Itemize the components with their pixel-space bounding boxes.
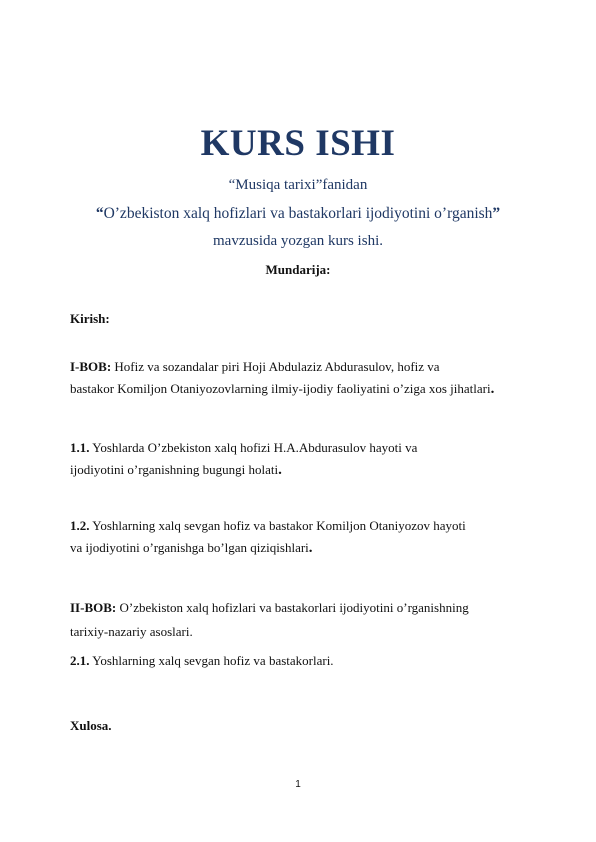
page-number: 1 — [295, 779, 301, 790]
toc-chapter-1-period: . — [490, 381, 495, 397]
toc-chapter-1-label: I-BOB: — [70, 359, 112, 374]
toc-section-1-1-line-2 — [70, 462, 282, 479]
toc-section-1-1-text-1: Yoshlarda O’zbekiston xalq hofizi H.A.Abdurasulov hayoti va — [89, 440, 418, 455]
toc-chapter-2-text-1: O’zbekiston xalq hofizlari va bastakorlari ijodiyotini o’rganishning — [116, 600, 469, 615]
toc-section-1-1-text-2: ijodiyotini o’rganishning bugungi holati — [70, 462, 279, 477]
topic-text: O’zbekiston xalq hofizlari va bastakorlari ijodiyotini o’rganish — [103, 205, 493, 222]
topic-close-quote: ” — [492, 205, 501, 222]
toc-section-1-1-period: . — [278, 462, 282, 478]
toc-chapter-1-text-2: bastakor Komiljon Otaniyozovlarning ilmiy-ijodiy faoliyatini o’ziga xos jihatlari — [70, 381, 491, 396]
toc-section-1-2-line-1 — [70, 518, 466, 534]
toc-chapter-1-line-1 — [70, 359, 440, 375]
toc-conclusion: Xulosa. — [70, 718, 112, 733]
toc-intro: Kirish: — [70, 311, 110, 326]
toc-section-1-2-period: . — [308, 540, 313, 556]
toc-section-1-2-line-2 — [70, 540, 313, 557]
toc-section-2-1-label: 2.1. — [70, 653, 90, 668]
document-title: KURS ISHI — [200, 123, 396, 164]
topic-suffix: mavzusida yozgan kurs ishi. — [213, 233, 383, 249]
toc-section-1-2-text-1: Yoshlarning xalq sevgan hofiz va bastakor Komiljon Otaniyozov hayoti — [89, 518, 466, 533]
subject-line: “Musiqa tarixi”fanidan — [228, 177, 368, 193]
toc-section-1-2-text-2: va ijodiyotini o’rganishga bo’lgan qiziqishlari — [70, 540, 309, 555]
toc-chapter-1-line-2 — [70, 381, 494, 398]
toc-chapter-2-line-1 — [70, 600, 469, 616]
toc-chapter-2-label: II-BOB: — [70, 600, 117, 615]
toc-chapter-1-text-1: Hofiz va sozandalar piri Hoji Abdulaziz Abdurasulov, hofiz va — [111, 359, 440, 374]
toc-section-1-1-line-1 — [70, 440, 417, 456]
toc-chapter-2-line-2: tarixiy-nazariy asoslari. — [70, 624, 193, 639]
topic-line — [0, 205, 596, 223]
toc-section-2-1-text-1: Yoshlarning xalq sevgan hofiz va bastakorlari. — [89, 653, 334, 668]
toc-section-1-2-label: 1.2. — [70, 518, 90, 533]
topic-open-quote: “ — [95, 205, 104, 222]
toc-section-2-1-line-1 — [70, 653, 334, 669]
contents-heading: Mundarija: — [265, 262, 331, 277]
toc-section-1-1-label: 1.1. — [70, 440, 90, 455]
